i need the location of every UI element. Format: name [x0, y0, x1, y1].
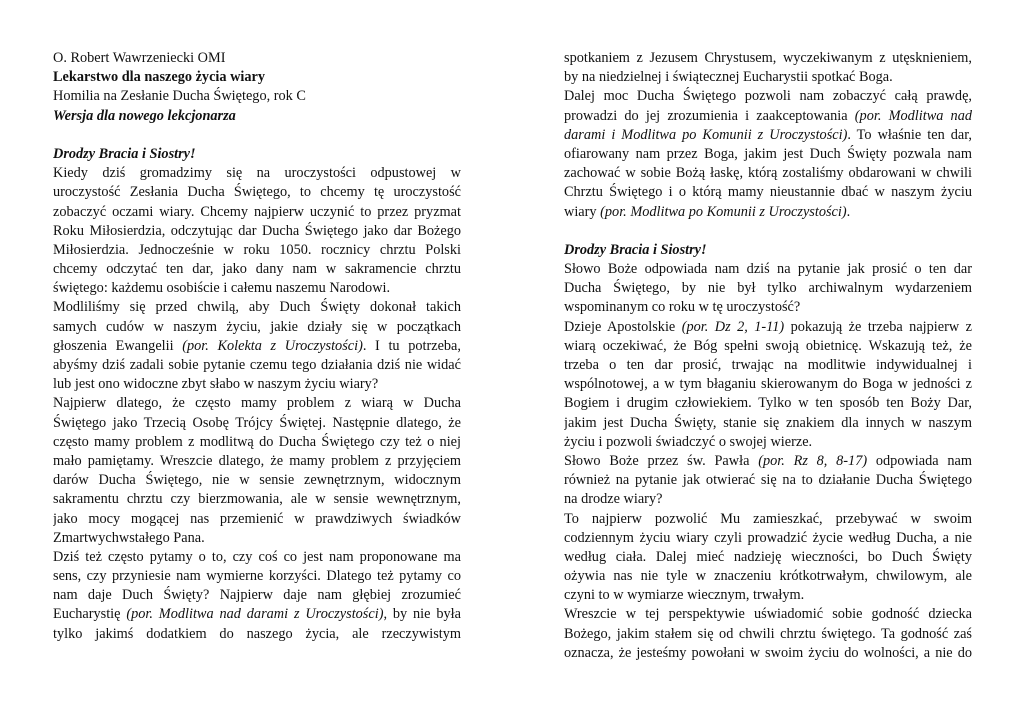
- text-line: [53, 87, 461, 106]
- text-segment: sens, czy przyniesie nam wymierne korzyści. Dlatego też pytamy co: [53, 568, 461, 585]
- text-segment: (por. Modlitwa po Komunii z Uroczystości): [600, 203, 847, 220]
- text-segment: lub jest ono widoczne zbyt słabo w naszym życiu wiary?: [53, 376, 379, 393]
- text-segment: uroczystość Zesłania Ducha Świętego, to chcemy tę uroczystość: [53, 184, 461, 201]
- text-segment: Dzieje Apostolskie: [564, 318, 682, 335]
- text-segment: Dziś też często pytamy o to, czy coś co jest nam proponowane ma: [53, 548, 461, 565]
- text-segment: Słowo Boże odpowiada nam dziś na pytanie jak prosić o ten dar: [564, 261, 972, 278]
- text-segment: na drodze wiary?: [564, 491, 663, 508]
- text-line: [53, 452, 461, 471]
- text-segment: oznacza, że jesteśmy powołani w swoim życiu do wolności, a nie do: [564, 644, 972, 661]
- text-line: [53, 222, 461, 241]
- text-line: [53, 586, 461, 605]
- text-segment: głoszenia Ewangelii: [53, 337, 183, 354]
- text-line: [564, 433, 972, 452]
- text-segment: spotkaniem z Jezusem Chrystusem, wyczekiwanym z utęsknieniem,: [564, 50, 972, 66]
- text-segment: (por. Rz 8, 8-17): [758, 452, 868, 469]
- text-segment: wiarą oczekiwać, że Bóg spełni swoją obietnicę. Wskazują też, że: [564, 337, 972, 354]
- text-segment: Wreszcie w tej perspektywie uświadomić sobie godność dziecka: [564, 606, 972, 623]
- text-line: [564, 644, 972, 663]
- text-line: [53, 318, 461, 337]
- text-segment: , by nie była: [383, 606, 461, 623]
- text-segment: zachować w sobie Bożą łaskę, którą zostaliśmy obdarowani w chwili: [564, 165, 972, 182]
- text-segment: Bogiem i drugim człowiekiem. Tylko w ten sposób ten Boży Dar,: [564, 395, 972, 412]
- text-line: [53, 433, 461, 452]
- text-segment: Miłosierdzia. Jednocześnie w roku 1050. rocznicy chrztu Polski: [53, 241, 461, 258]
- text-segment: samych cudów w naszym życiu, jakie działy się w początkach: [53, 318, 461, 335]
- text-segment: abyśmy dziś zadali sobie pytanie czemu tego działania dziś nie widać: [53, 357, 461, 373]
- text-segment: życiu i pozwoli świadczyć o swojej wierze.: [564, 433, 813, 450]
- text-segment: wspólnotowej, a w tym błaganiu skierowanym do Boga w jedności z: [564, 376, 972, 393]
- text-line: [564, 126, 972, 145]
- text-line: [564, 87, 972, 106]
- text-line: [564, 49, 972, 68]
- text-line: [564, 567, 972, 586]
- text-line: [53, 337, 461, 356]
- text-line: [564, 625, 972, 644]
- text-line: [53, 145, 461, 164]
- text-line: [53, 548, 461, 567]
- text-line: [53, 510, 461, 529]
- text-segment: Drodzy Bracia i Siostry!: [53, 145, 196, 162]
- left-column: [53, 49, 461, 644]
- text-line: [564, 510, 972, 529]
- text-line: [53, 625, 461, 644]
- text-segment: Bożego, jakim stałem się od chwili chrztu świętego. Ta godność zaś: [564, 625, 972, 642]
- text-segment: Chrztu Świętego i o którą mamy nieustannie dbać w naszym życiu: [564, 184, 972, 201]
- text-line: [53, 241, 461, 260]
- text-line: [564, 203, 972, 222]
- text-line: [53, 260, 461, 279]
- text-line: [53, 203, 461, 222]
- text-line: [564, 375, 972, 394]
- text-segment: Drodzy Bracia i Siostry!: [564, 241, 707, 258]
- text-segment: codziennym życiu wiary czyli prowadzić życie według Ducha, a nie: [564, 529, 972, 546]
- text-line: [564, 241, 972, 260]
- text-segment: Słowo Boże przez św. Pawła: [564, 452, 759, 469]
- text-line: [53, 375, 461, 394]
- text-segment: zobaczyć oczami wiary. Chcemy najpierw uczynić to przez pryzmat: [53, 203, 461, 220]
- text-line: [564, 452, 972, 471]
- text-line: [564, 183, 972, 202]
- text-segment: darów Ducha Świętego, nie w sensie zewnętrznym, widocznym: [53, 472, 461, 489]
- text-line: [53, 567, 461, 586]
- text-segment: (por. Dz 2, 1-11): [681, 318, 785, 335]
- text-line: [564, 68, 972, 87]
- text-segment: według ciała. Dalej mieć nadzieję wieczności, bo Duch Święty: [564, 548, 972, 565]
- text-segment: tylko jakimś dodatkiem do naszego życia, ale rzeczywistym: [53, 625, 461, 642]
- text-line: [53, 49, 461, 68]
- text-segment: . I tu potrzeba,: [362, 337, 461, 354]
- text-segment: .: [846, 203, 851, 220]
- text-segment: pokazują że trzeba najpierw z: [784, 318, 972, 335]
- text-line: [53, 164, 461, 183]
- text-line: [53, 279, 461, 298]
- text-segment: ożywia nas nie tyle w znaczeniu krótkotrwałym, chwilowym, ale: [564, 568, 972, 585]
- text-line: [53, 414, 461, 433]
- text-segment: . To właśnie ten dar,: [847, 126, 972, 143]
- text-segment: czyni to w wymiarze wiecznym, trwałym.: [564, 587, 805, 604]
- text-segment: (por. Modlitwa nad darami z Uroczystości): [126, 606, 384, 623]
- text-segment: również na pytanie jak otwierać się na to działanie Ducha Świętego: [564, 472, 972, 489]
- text-line: [564, 605, 972, 624]
- text-line: [53, 490, 461, 509]
- text-line: [564, 318, 972, 337]
- text-line: [564, 586, 972, 605]
- text-segment: by na niedzielnej i świątecznej Eucharystii spotkać Boga.: [564, 69, 893, 86]
- text-segment: wspominanym co roku w tę uroczystość?: [564, 299, 801, 316]
- text-segment: odpowiada nam: [867, 452, 972, 469]
- text-segment: jakim jest Ducha Święty, stanie się znakiem dla innych w naszym: [564, 414, 972, 431]
- text-line: [53, 107, 461, 126]
- text-line: [564, 222, 972, 241]
- text-line: [53, 183, 461, 202]
- text-line: [564, 394, 972, 413]
- text-segment: mało pamiętamy. Wreszcie dlatego, że mamy problem z przyjęciem: [53, 452, 461, 469]
- right-column: [564, 49, 972, 663]
- text-line: [564, 260, 972, 279]
- text-line: [53, 471, 461, 490]
- text-line: [564, 337, 972, 356]
- text-line: [564, 548, 972, 567]
- text-line: [53, 394, 461, 413]
- text-segment: prowadzi do jej zrozumienia i zaakceptowania: [564, 107, 855, 124]
- text-line: [564, 164, 972, 183]
- text-line: [564, 414, 972, 433]
- text-segment: Homilia na Zesłanie Ducha Świętego, rok C: [53, 88, 306, 105]
- text-line: [564, 356, 972, 375]
- text-segment: (por. Kolekta z Uroczystości): [182, 337, 363, 354]
- text-segment: To najpierw pozwolić Mu zamieszkać, przebywać w swoim: [564, 510, 972, 527]
- text-line: [53, 529, 461, 548]
- text-line: [53, 126, 461, 145]
- text-segment: O. Robert Wawrzeniecki OMI: [53, 50, 226, 66]
- text-segment: Wersja dla nowego lekcjonarza: [53, 107, 236, 124]
- text-line: [53, 298, 461, 317]
- text-line: [53, 68, 461, 87]
- text-line: [53, 356, 461, 375]
- text-segment: trzeba o ten dar prosić, trwając na modlitwie indywidualnej i: [564, 357, 972, 373]
- text-segment: Eucharystię: [53, 606, 127, 623]
- text-segment: Roku Miłosierdzia, odczytując dar Ducha Świętego jako dar Bożego: [53, 222, 461, 239]
- text-line: [564, 279, 972, 298]
- text-segment: Lekarstwo dla naszego życia wiary: [53, 69, 266, 86]
- text-line: [564, 529, 972, 548]
- text-line: [564, 490, 972, 509]
- text-segment: Zmartwychwstałego Pana.: [53, 529, 205, 546]
- text-segment: darami i Modlitwa po Komunii z Uroczystości): [564, 126, 848, 143]
- text-segment: Dalej moc Ducha Świętego pozwoli nam zobaczyć całą prawdę,: [564, 88, 972, 105]
- text-segment: jako mocy mogącej nas przemienić w prawdziwych świadków: [53, 510, 461, 527]
- text-segment: wiary: [564, 203, 601, 220]
- text-segment: często mamy problem z modlitwą do Ducha Świętego czy też o niej: [53, 433, 461, 450]
- text-segment: Kiedy dziś gromadzimy się na uroczystości odpustowej w: [53, 165, 461, 182]
- text-line: [564, 298, 972, 317]
- text-segment: nam daje Duch Święty? Najpierw daje nam głębiej zrozumieć: [53, 587, 461, 604]
- text-line: [564, 145, 972, 164]
- text-line: [53, 605, 461, 624]
- text-segment: Świętego jako Trzecią Osobę Trójcy Świętej. Następnie dlatego, że: [53, 414, 461, 431]
- text-segment: Modliliśmy się przed chwilą, aby Duch Święty dokonał takich: [53, 299, 461, 316]
- text-segment: Najpierw dlatego, że często mamy problem z wiarą w Ducha: [53, 395, 461, 412]
- text-segment: świętego: każdemu osobiście i całemu naszemu Narodowi.: [53, 280, 391, 297]
- text-line: [564, 471, 972, 490]
- text-segment: sakramentu chrztu czy bierzmowania, ale w sensie wewnętrznym,: [53, 491, 461, 508]
- text-segment: (por. Modlitwa nad: [854, 107, 972, 124]
- text-line: [564, 107, 972, 126]
- text-segment: chcemy odczytać ten dar, jako dany nam w sakramencie chrztu: [53, 261, 461, 278]
- text-segment: ofiarowany nam przez Boga, jakim jest Duch Święty pozwala nam: [564, 145, 972, 162]
- text-segment: Ducha Świętego, by nie był tylko archiwalnym wydarzeniem: [564, 280, 972, 297]
